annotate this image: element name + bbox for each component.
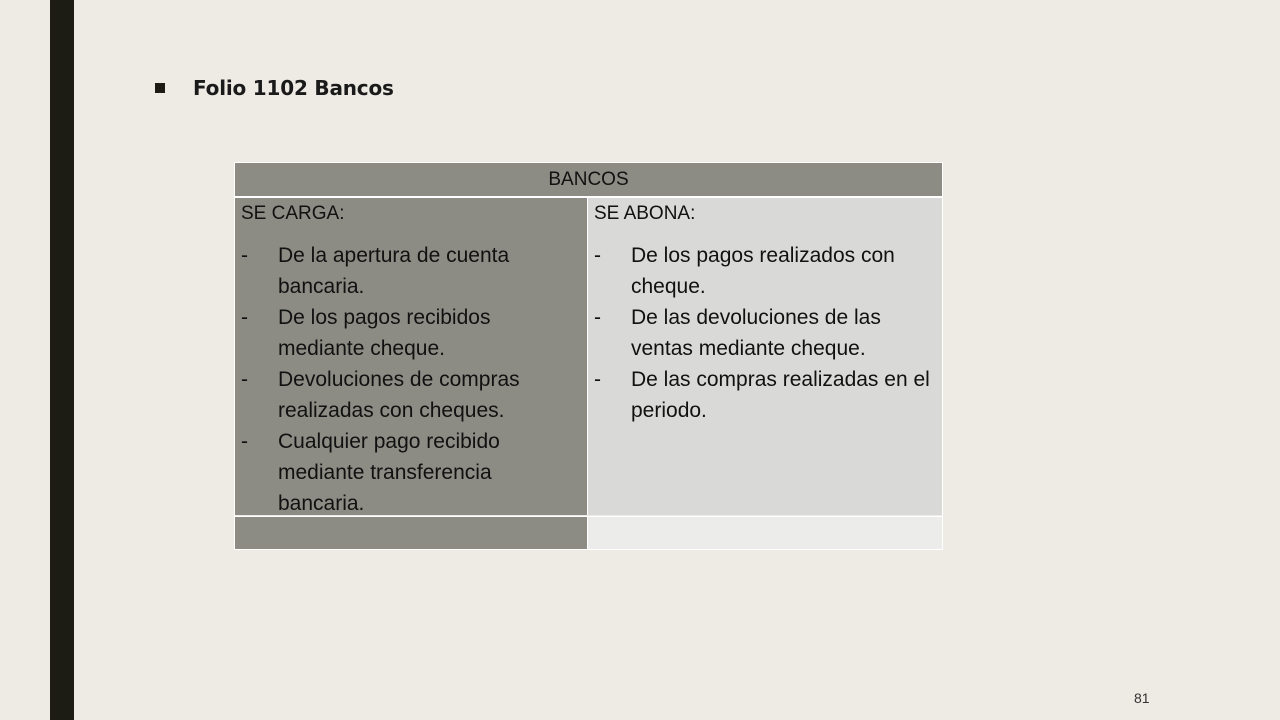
list-dash: -: [241, 244, 248, 267]
list-dash: -: [594, 244, 601, 267]
list-item: [241, 302, 581, 364]
credit-column: [588, 198, 942, 515]
credit-header: SE ABONA:: [594, 203, 696, 224]
table-title: BANCOS: [235, 163, 942, 198]
t-account-table: [234, 162, 943, 550]
list-item: [241, 426, 581, 519]
list-item: [241, 240, 581, 302]
list-item: [594, 240, 936, 302]
page-number: 81: [1134, 690, 1150, 706]
list-dash: -: [241, 430, 248, 453]
slide-heading: [155, 74, 394, 102]
list-item-text: De la apertura de cuenta bancaria.: [278, 244, 510, 298]
list-item-text: De los pagos recibidos mediante cheque.: [278, 306, 491, 360]
list-item: [594, 364, 936, 426]
list-item-text: De los pagos realizados con cheque.: [631, 244, 895, 298]
list-dash: -: [594, 306, 601, 329]
debit-column: [235, 198, 588, 515]
credit-total-cell: [588, 516, 942, 549]
square-bullet-icon: [155, 83, 165, 93]
debit-header: SE CARGA:: [241, 203, 345, 224]
debit-total-cell: [235, 516, 588, 549]
list-item-text: Devoluciones de compras realizadas con cheques.: [278, 368, 520, 422]
list-item-text: De las devoluciones de las ventas mediante cheque.: [631, 306, 881, 360]
list-dash: -: [241, 306, 248, 329]
list-item-text: Cualquier pago recibido mediante transferencia bancaria.: [278, 430, 500, 515]
list-dash: -: [594, 368, 601, 391]
list-item: [594, 302, 936, 364]
left-accent-bar: [50, 0, 74, 720]
heading-text: Folio 1102 Bancos: [193, 76, 394, 100]
list-dash: -: [241, 368, 248, 391]
list-item: [241, 364, 581, 426]
list-item-text: De las compras realizadas en el periodo.: [631, 368, 930, 422]
